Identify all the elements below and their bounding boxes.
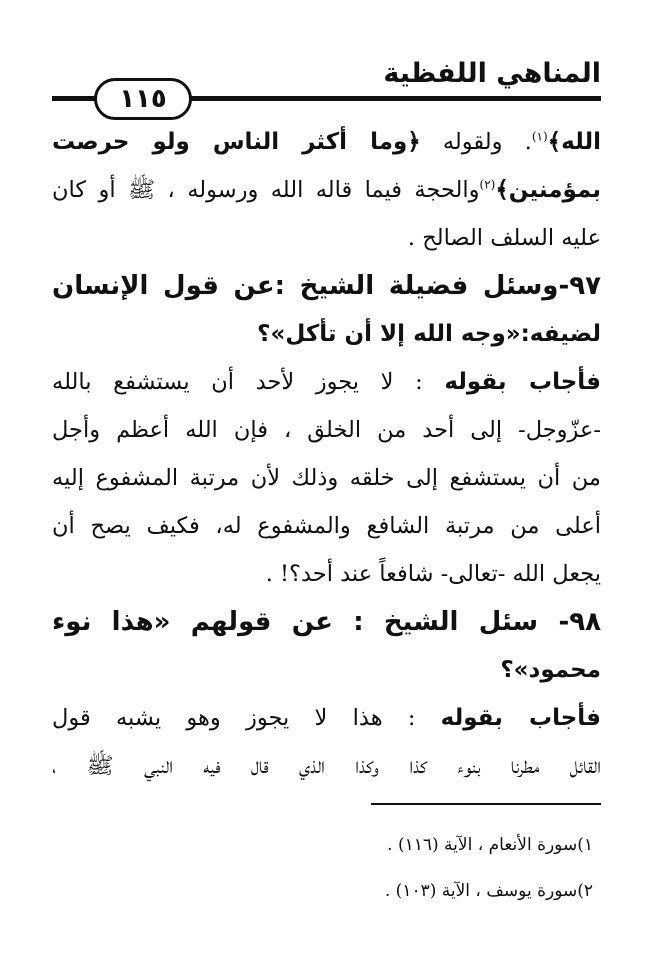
answer-97-line-1: فأجاب بقوله : لا يجوز لأحد أن يستشفع بالله	[52, 369, 601, 395]
answer-98-line-1: فأجاب بقوله : هذا لا يجوز وهو يشبه قول	[52, 705, 601, 731]
text-line-1: الله﴾$^{(١)}$. ولقوله ﴿وما أكثر الناس ولو حرصت	[52, 129, 601, 155]
question-98: ٩٨- سئل الشيخ : عن قولهم «هذا نوء	[52, 607, 601, 637]
footnotes	[385, 832, 593, 924]
page-header	[52, 58, 601, 114]
text-line-3: عليه السلف الصالح .	[407, 225, 601, 251]
question-97: ٩٧-وسئل فضيلة الشيخ :عن قول الإنسان	[52, 271, 601, 301]
main-text	[52, 118, 601, 790]
question-97-cont: لضيفه:«وجه الله إلا أن تأكل»؟	[257, 321, 601, 347]
running-title: المناهي اللفظية	[383, 58, 601, 89]
footnote-2: ٢)سورة يوسف ، الآية (١٠٣) .	[384, 881, 593, 901]
footnote-1: ١)سورة الأنعام ، الآية (١١٦) .	[387, 835, 593, 855]
answer-97-line-3: من أن يستشفع إلى خلقه وذلك لأن مرتبة المشفوع إليه	[52, 465, 601, 491]
footnote-rule	[371, 803, 601, 805]
answer-97-line-4: أعلى من مرتبة الشافع والمشفوع له، فكيف يصح أن	[52, 513, 601, 539]
question-98-cont: محمود»؟	[500, 657, 601, 683]
answer-98-line-2: القائل مطرنا بنوء كذا وكذا الذي قال فيه النبي ﷺ ،	[52, 753, 601, 779]
answer-97-line-5: يجعل الله -تعالى- شافعاً عند أحد؟! .	[265, 561, 601, 587]
page-number: ١١٥	[94, 78, 192, 120]
answer-97-line-2: -عزّوجل- إلى أحد من الخلق ، فإن الله أعظم وأجل	[52, 417, 601, 443]
text-line-2: بمؤمنين﴾$^{(٢)}$والحجة فيما قاله الله ورسوله ، ﷺ أو كان	[52, 177, 601, 203]
